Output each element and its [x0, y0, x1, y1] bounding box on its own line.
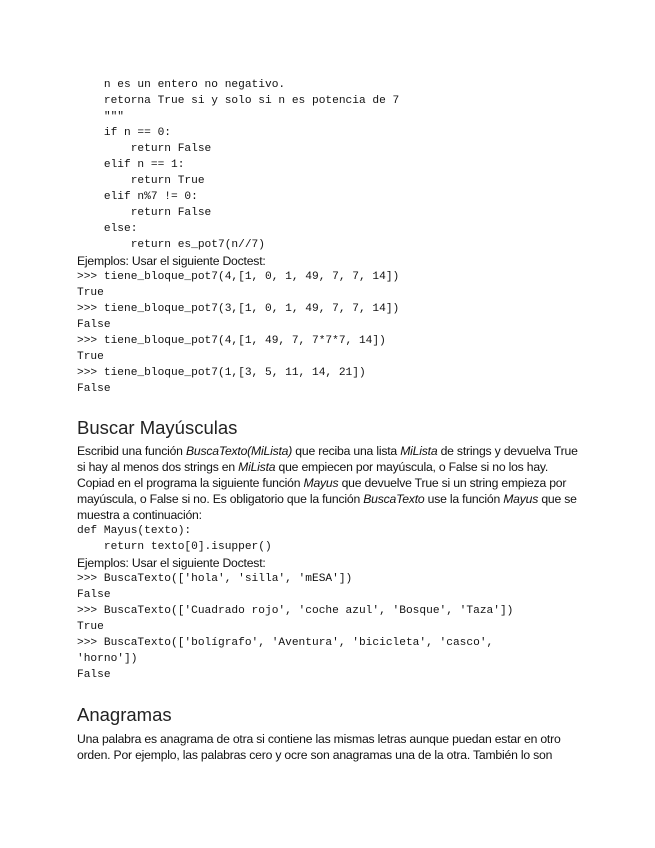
- top-code-block: [77, 77, 399, 397]
- section-anagramas: [77, 731, 582, 763]
- section-mayusculas: [77, 443, 582, 683]
- section-paragraph: Una palabra es anagrama de otra si contiene las mismas letras aunque puedan estar en otro orden. Por ejemplo, las palabras cero y ocre son anagramas una de la otra. También lo son: [77, 732, 561, 762]
- doctest-block: >>> tiene_bloque_pot7(4,[1, 0, 1, 49, 7, 7, 14]) True >>> tiene_bloque_pot7(3,[1, 0, 1, 49, 7, 7, 14]) False >>> tiene_bloque_pot7(4,[1, 49, 7, 7*7*7, 14]) True >>> tiene_bloque_pot7(1,[3, 5, 11, 14, 21]) False: [77, 271, 400, 395]
- examples-label: Ejemplos: Usar el siguiente Doctest:: [77, 556, 266, 570]
- function-name: BuscaTexto(MiLista): [185, 444, 293, 458]
- examples-label: Ejemplos: Usar el siguiente Doctest:: [77, 254, 266, 268]
- section-heading-mayusculas: Buscar Mayúsculas: [77, 417, 238, 438]
- doctest-block: >>> BuscaTexto(['hola', 'silla', 'mESA']) False >>> BuscaTexto(['Cuadrado rojo', 'coche azul', 'Bosque', 'Taza']) True >>> BuscaTexto(['bolígrafo', 'Aventura', 'bicicleta', 'casco', 'horno']) False: [77, 573, 514, 681]
- section-paragraph: Escribid una función BuscaTexto(MiLista) que reciba una lista MiLista de strings y devuelva True si hay al menos dos strings en MiLista que empiecen por mayúscula, o False si no los hay. Copiad en el programa la siguiente función Mayus que devuelve True si un string empieza por mayúscula, o False si no. Es obligatorio que la función BuscaTexto use la función Mayus que se muestra a continuación:: [77, 444, 578, 522]
- section-heading-anagramas: Anagramas: [77, 704, 172, 725]
- function-body-code: n es un entero no negativo. retorna True si y solo si n es potencia de 7 """ if n == 0: return False elif n == 1: return True elif n%7 != 0: return False else: return es_pot7(n//7): [77, 79, 400, 251]
- mayus-code-block: def Mayus(texto): return texto[0].isupper(): [77, 525, 272, 553]
